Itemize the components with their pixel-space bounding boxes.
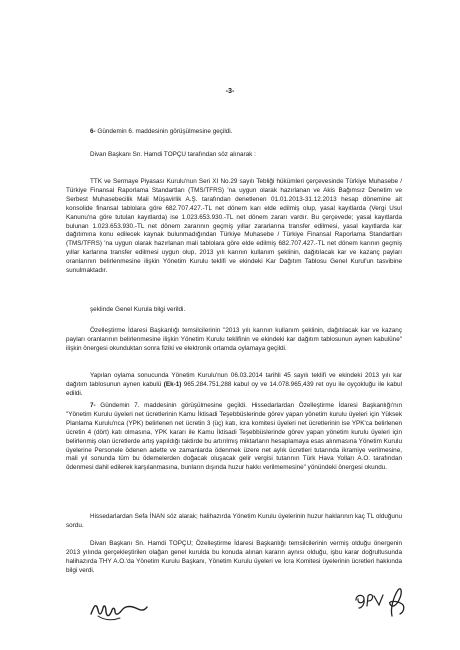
agenda-item-6-number: 6-: [90, 128, 96, 135]
paragraph-agenda-item-7: 7- Gündemin 7. maddesinin görüşülmesine geçildi. Hissedarlardan Özelleştirme İdaresi Başkanlığı'nın "Yönetim Kurulu üyeleri net ücretlerinin Kamu İktisadi Teşebbüslerinde görev yapan yönetim kurulu üyeleri için Yüksek Planlama Kurulu'nca (YPK) belirlenen net ücretin 3 (üç) katı, icra komitesi üyeleri net ücretlerinin ise YPK'ca belirlenen ücretin 4 (dört) katı olmasına, YPK kararı ile Kamu İktisadi Teşebbüslerinde görev yapan yönetim kurulu üyeleri için belirlenmiş olan ücretlerde artış yapıldığı taktirde bu artırılmış miktarların hesaplamaya esas alınmasına Yönetim Kurulu üyelerine Personele ödenen adette ve zamanlarda ödenmek üzere net aylık ücretleri tutarında ikramiye verilmesine, mali yıl sonunda tüm bu ödemelerden doğacak oluşacak gelir vergisi tutarının Türk Hava Yolları A.O. tarafından ödenmesi dahil edilerek karşılanmasına, bunların dışında huzur hakkı verilmemesine" yönündeki önergesi okundu.: [66, 402, 402, 472]
page-number: -3-: [225, 86, 235, 95]
agenda-item-6-heading: [66, 128, 402, 137]
paragraph-profit-statement: TTK ve Sermaye Piyasası Kurulu'nun Seri XI No.29 sayılı Tebliği hükümleri çerçevesinde Türkiye Muhasebe / Türkiye Finansal Raporlama Standartları (TMS/TFRS) 'na uygun olarak hazırlanan ve Akis Bağımsız Denetim ve Serbest Muhasebecilik Mali Müşavirlik A.Ş. tarafından denetlenen 01.01.2013-31.12.2013 hesap dönemine ait konsolide finansal tablolara göre 682.707.427.-TL net dönem karı elde edilmiş olup, yasal kayıtlarda (Vergi Usul Kanunu'na göre tutulan kayıtlarda) ise 1.023.653.930.-TL net dönem zararı vardır. Bu çerçevede; yasal kayıtlarda bulunan 1.023.653.930.-TL net dönem zararının geçmiş yıllar zararlarına transfer edilmesi, yasal kayıtlarda kar dağıtımına konu edilecek kaynak bulunmadığından Türkiye Muhasebe / Türkiye Finansal Raporlama Standartları (TMS/TFRS) 'na uygun olarak hazırlanan mali tablolara göre elde edilmiş 682.707.427.-TL net dönem karının geçmiş yıllar karlarına transfer edilmesi uygun olup, 2013 yılı karının kullanım şeklinin, dağıtılacak kar ve kazanç payları oranlarının belirlenmesine ilişkin Yönetim Kurulu teklifi ve ekindeki Kar Dağıtım Tablosu Genel Kurul'un tasvibine sunulmaktadır.: [66, 178, 402, 275]
signature-right: [352, 586, 412, 620]
signature-left: [88, 596, 150, 624]
paragraph-chair-answer: Divan Başkanı Sn. Hamdi TOPÇU; Özelleştirme İdaresi Başkanlığı temsilcilerinin vermiş olduğu önergenin 2013 yılında gerçekleştirilen olağan genel kurulda bu konuda alınan kararın aynısı olduğu, işbu karar doğrultusunda halihazırda THY A.O.'da Yönetim Kurulu Başkanı, Yönetim Kurulu üyeleri ve İcra Komitesi üyelerinin ücretleri hakkında bilgi verdi.: [66, 540, 402, 574]
paragraph-info-given: şeklinde Genel Kurula bilgi verildi.: [90, 306, 186, 313]
paragraph-vote-result: Yapılan oylama sonucunda Yönetim Kurulu'nun 06.03.2014 tarihli 45 sayılı teklifi ve ekindeki 2013 yılı kar dağıtım tablosunun aynen kabulü (Ek-1) 965.284.751,288 kabul oy ve 14.078.965,439 ret oyu ile oyçokluğu ile kabul edildi.: [66, 372, 402, 397]
agenda-item-6-text: Gündemin 6. maddesinin görüşülmesine geçildi.: [95, 128, 233, 135]
paragraph-chair-speech-intro: Divan Başkanı Sn. Hamdi TOPÇU tarafından söz alınarak :: [90, 151, 256, 158]
paragraph-motion-read: Özelleştirme İdaresi Başkanlığı temsilcilerinin "2013 yılı karının kullanım şeklinin, dağıtılacak kar ve kazanç payları oranlarının belirlenmesine ilişkin Yönetim Kurulu teklifinin ve ekindeki kar dağıtım tablosunun aynen kabulüne" ilişkin önergesi okunduktan sonra fiziki ve elektronik ortamda oylamaya geçildi.: [66, 327, 402, 352]
paragraph-shareholder-question: Hissedarlardan Sefa İNAN söz alarak; halihazırda Yönetim Kurulu üyelerinin huzur haklarının kaç TL olduğunu sordu.: [66, 513, 402, 529]
